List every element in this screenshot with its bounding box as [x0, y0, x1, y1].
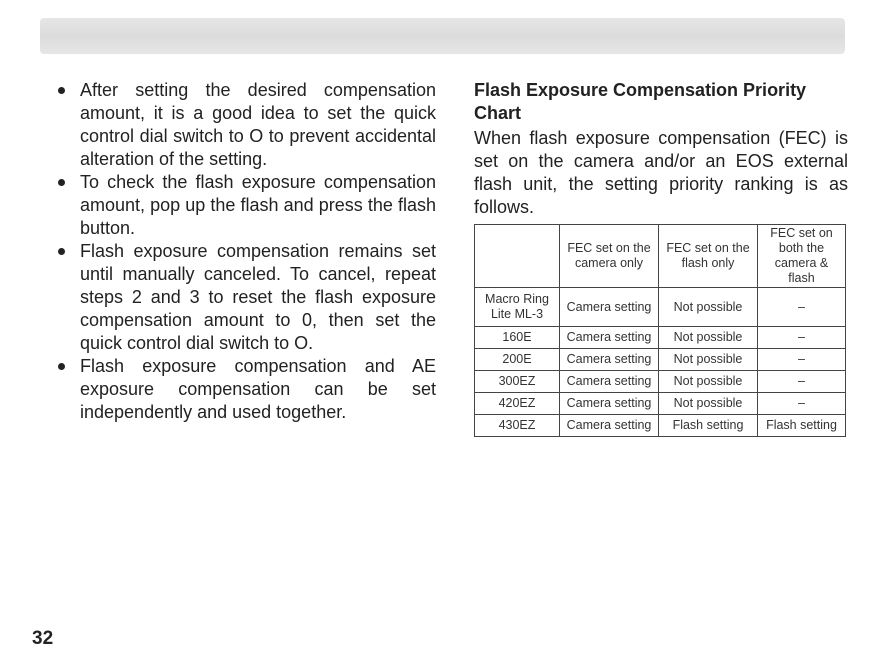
right-column [474, 79, 848, 219]
note-item [56, 240, 436, 355]
cell-camera-only: Camera setting [560, 288, 659, 327]
notes-list [56, 79, 436, 424]
cell-flash-only: Flash setting [659, 415, 758, 437]
cell-flash-only: Not possible [659, 288, 758, 327]
section-heading: Flash Exposure Compensation Priority Chart [474, 80, 807, 123]
cell-both: – [758, 288, 846, 327]
cell-model: 160E [475, 327, 560, 349]
header-cell-both: FEC set on both the camera & flash [758, 225, 846, 288]
cell-flash-only: Not possible [659, 349, 758, 371]
note-text: After setting the desired compensation amount, it is a good idea to set the quick control dial switch to O to prevent accidental alteration of the setting. [80, 80, 436, 169]
cell-model: 430EZ [475, 415, 560, 437]
note-item [56, 355, 436, 424]
cell-flash-only: Not possible [659, 393, 758, 415]
left-column [56, 79, 436, 424]
table-row [475, 349, 846, 371]
cell-both: – [758, 327, 846, 349]
table-row [475, 415, 846, 437]
table-header-row [475, 225, 846, 288]
cell-both: Flash setting [758, 415, 846, 437]
table-row [475, 288, 846, 327]
cell-both: – [758, 393, 846, 415]
note-text: Flash exposure compensation remains set until manually canceled. To cancel, repeat steps 2 and 3 to reset the flash exposure compensation amount to 0, then set the quick control dial switch to O. [80, 241, 436, 353]
cell-both: – [758, 371, 846, 393]
cell-model: 200E [475, 349, 560, 371]
cell-flash-only: Not possible [659, 327, 758, 349]
note-item [56, 171, 436, 240]
cell-camera-only: Camera setting [560, 415, 659, 437]
cell-model: Macro Ring Lite ML-3 [475, 288, 560, 327]
cell-camera-only: Camera setting [560, 393, 659, 415]
bullet-dot-icon [58, 87, 65, 94]
note-item [56, 79, 436, 171]
table-row [475, 393, 846, 415]
cell-camera-only: Camera setting [560, 371, 659, 393]
header-cell-flash-only: FEC set on the flash only [659, 225, 758, 288]
note-text: To check the flash exposure compensation amount, pop up the flash and press the flash button. [80, 172, 436, 238]
cell-camera-only: Camera setting [560, 349, 659, 371]
cell-model: 420EZ [475, 393, 560, 415]
note-text: Flash exposure compensation and AE exposure compensation can be set independently and used together. [80, 356, 436, 422]
cell-flash-only: Not possible [659, 371, 758, 393]
table-row [475, 371, 846, 393]
intro-paragraph: When flash exposure compensation (FEC) is set on the camera and/or an EOS external flash unit, the setting priority ranking is as follows. [474, 128, 848, 217]
cell-both: – [758, 349, 846, 371]
header-cell-camera-only: FEC set on the camera only [560, 225, 659, 288]
table-row [475, 327, 846, 349]
priority-chart-table [474, 224, 846, 437]
cell-model: 300EZ [475, 371, 560, 393]
header-band [40, 18, 845, 54]
cell-camera-only: Camera setting [560, 327, 659, 349]
bullet-dot-icon [58, 363, 65, 370]
bullet-dot-icon [58, 248, 65, 255]
page-number: 32 [32, 628, 54, 649]
bullet-dot-icon [58, 179, 65, 186]
header-cell-blank [475, 225, 560, 288]
